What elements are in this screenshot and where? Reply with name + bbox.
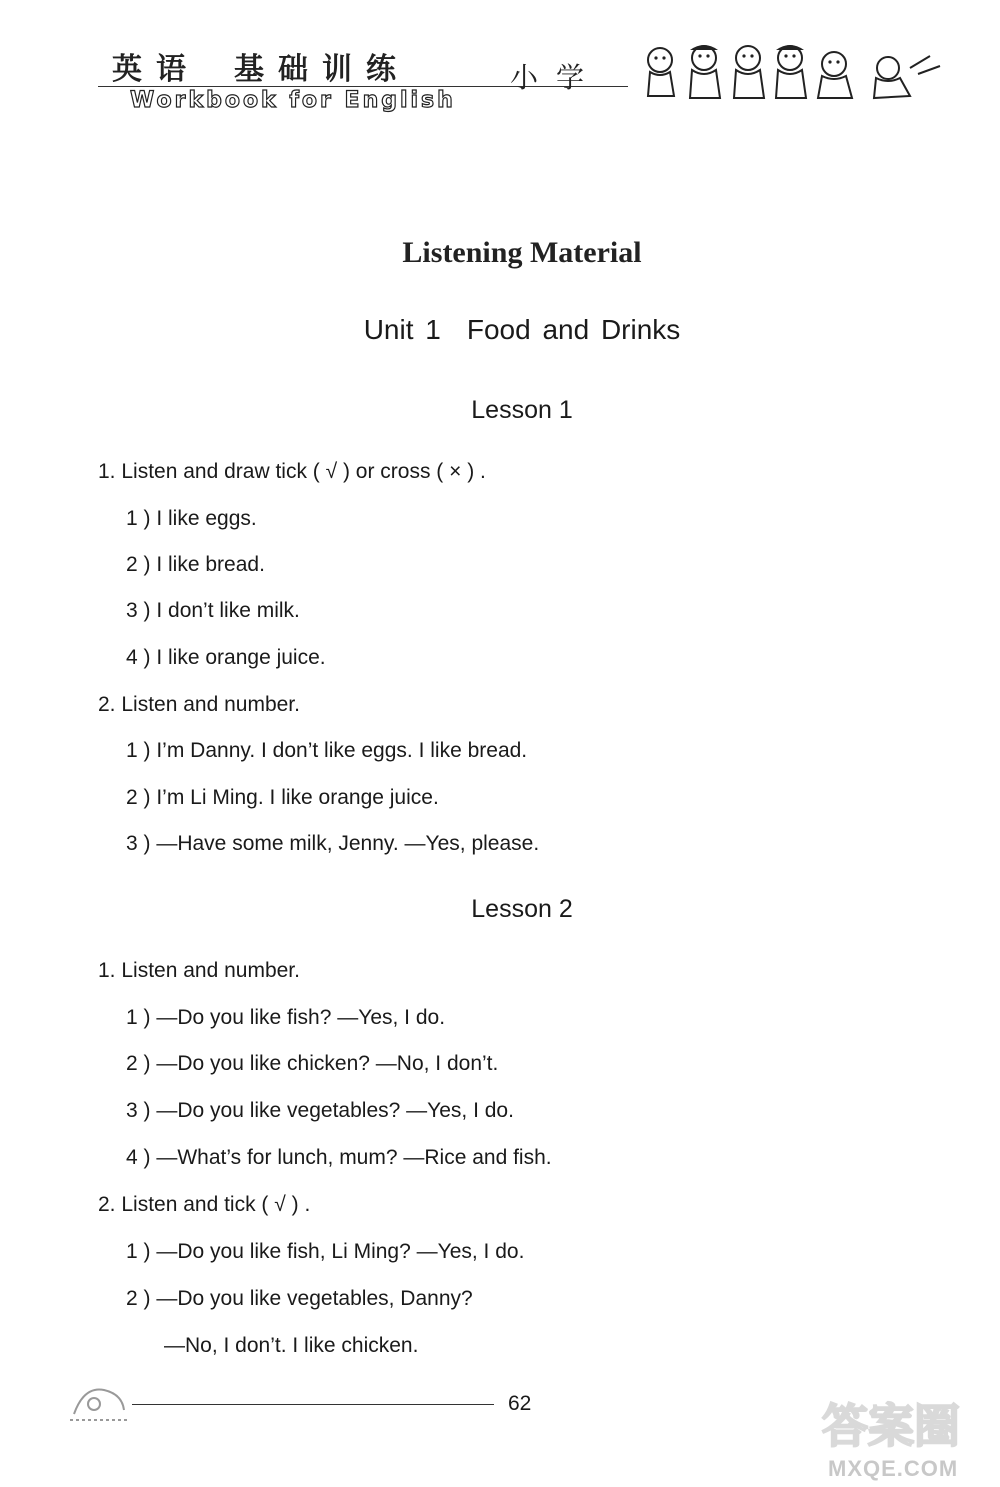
page-number: 62	[508, 1392, 532, 1415]
exercise-heading: 1. Listen and draw tick ( √ ) or cross ( × ) .	[98, 460, 486, 483]
list-item-continuation: —No, I don’t. I like chicken.	[164, 1334, 419, 1357]
list-item: 2 ) I like bread.	[126, 553, 265, 576]
lesson-title: Lesson 2	[471, 895, 573, 923]
watermark-url: MXQE.COM	[828, 1456, 959, 1481]
list-item: 1 ) —Do you like fish? —Yes, I do.	[126, 1006, 446, 1029]
unit-number: Unit 1	[363, 314, 441, 345]
list-item: 3 ) —Do you like vegetables? —Yes, I do.	[126, 1099, 514, 1122]
list-item: 3 ) I don’t like milk.	[126, 599, 300, 622]
footer-ornament-icon	[64, 1376, 134, 1426]
list-item: 2 ) —Do you like chicken? —No, I don’t.	[126, 1052, 499, 1075]
list-item: 2 ) I’m Li Ming. I like orange juice.	[126, 786, 439, 809]
exercise-heading: 2. Listen and tick ( √ ) .	[98, 1193, 311, 1216]
exercise-heading: 2. Listen and number.	[98, 693, 300, 716]
list-item: 3 ) —Have some milk, Jenny. —Yes, please.	[126, 832, 540, 855]
page-title: Listening Material	[402, 236, 642, 269]
list-item: 2 ) —Do you like vegetables, Danny?	[126, 1287, 473, 1310]
lesson-title: Lesson 1	[471, 396, 573, 424]
watermark-cn-text: 答案圈	[822, 1399, 960, 1453]
book-title-en: Workbook for English	[130, 88, 456, 113]
page-header	[0, 0, 1000, 130]
school-level-cn: 小学	[510, 61, 603, 94]
subject-cn: 英语	[112, 52, 200, 87]
footer-divider	[132, 1404, 494, 1405]
children-illustration-icon	[630, 38, 945, 108]
list-item: 1 ) I’m Danny. I don’t like eggs. I like bread.	[126, 739, 528, 762]
unit-name: Food and Drinks	[466, 314, 681, 345]
list-item: 1 ) —Do you like fish, Li Ming? —Yes, I do.	[126, 1240, 525, 1263]
unit-title	[22, 314, 1000, 346]
series-cn: 基础训练	[234, 52, 410, 87]
list-item: 1 ) I like eggs.	[126, 507, 257, 530]
list-item: 4 ) I like orange juice.	[126, 646, 326, 669]
list-item: 4 ) —What’s for lunch, mum? —Rice and fish.	[126, 1146, 552, 1169]
book-title-cn	[112, 44, 410, 88]
exercise-heading: 1. Listen and number.	[98, 959, 300, 982]
